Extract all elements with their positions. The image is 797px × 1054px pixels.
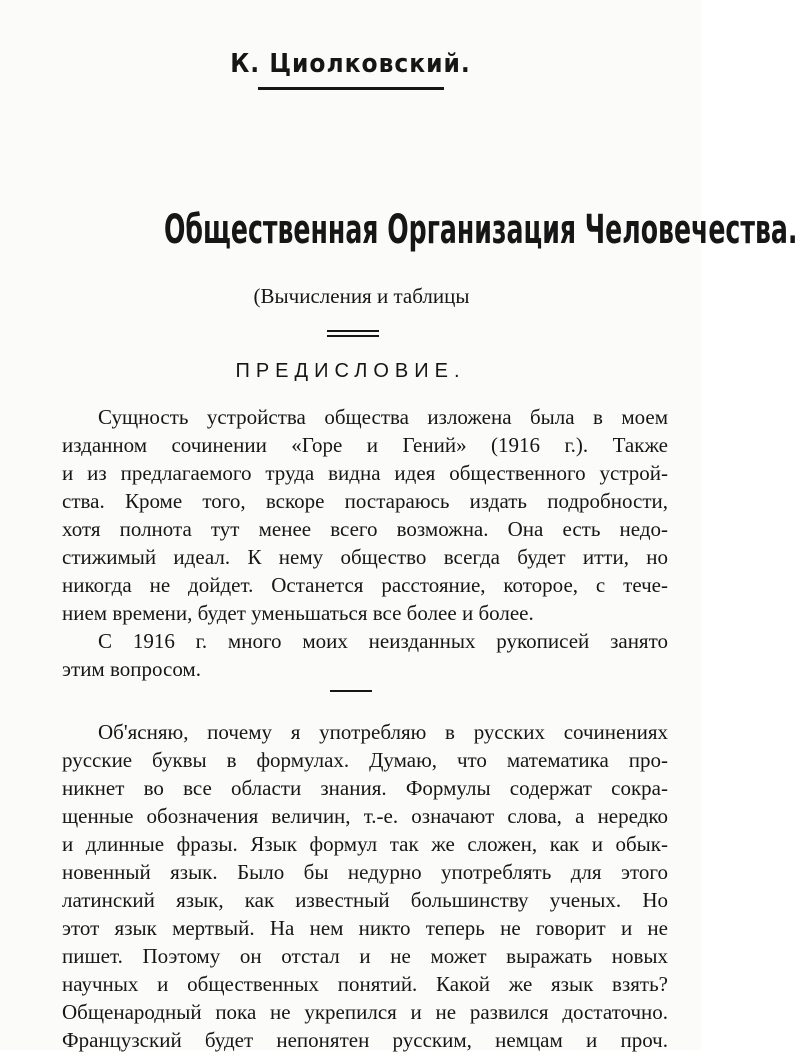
text-line: Об'ясняю, почему я употребляю в русских сочинениях xyxy=(98,720,668,744)
title-divider-bottom xyxy=(327,335,379,337)
text-line: научных и общественных понятий. Какой же язык взять? xyxy=(62,972,668,996)
title-divider-top xyxy=(327,330,379,332)
text-line: Французский будет непонятен русским, немцам и проч. xyxy=(62,1028,668,1052)
text-line: этим вопросом. xyxy=(62,657,201,681)
text-line: этот язык мертвый. На нем никто теперь не говорит и не xyxy=(62,916,668,940)
text-line: С 1916 г. много моих неизданных рукописей занято xyxy=(98,629,668,653)
section-divider xyxy=(330,690,372,692)
text-line: нием времени, будет уменьшаться все более и более. xyxy=(62,601,534,625)
text-line: никнет во все области знания. Формулы содержат сокра- xyxy=(62,776,668,800)
text-line: стижимый идеал. К нему общество всегда будет итти, но xyxy=(62,545,668,569)
text-line: хотя полнота тут менее всего возможна. Она есть недо- xyxy=(62,517,668,541)
text-line: щенные обозначения величин, т.-е. означают слова, а нередко xyxy=(62,804,668,828)
text-line: латинский язык, как известный большинству ученых. Но xyxy=(62,888,668,912)
text-line: изданном сочинении «Горе и Гений» (1916 г.). Также xyxy=(62,433,668,457)
text-line: Сущность устройства общества изложена была в моем xyxy=(98,405,668,429)
text-line: русские буквы в формулах. Думаю, что математика про- xyxy=(62,748,668,772)
page-subtitle: (Вычисления и таблицы xyxy=(253,284,470,308)
text-line: и длинные фразы. Язык формул так же сложен, как и обык- xyxy=(62,832,668,856)
section-heading: ПРЕДИСЛОВИЕ. xyxy=(235,360,466,382)
text-line: новенный язык. Было бы недурно употреблять для этого xyxy=(62,860,668,884)
text-line: и из предлагаемого труда видна идея общественного устрой- xyxy=(62,461,668,485)
page-title: Общественная Организация Человечества. xyxy=(164,207,797,253)
text-line: пишет. Поэтому он отстал и не может выражать новых xyxy=(62,944,668,968)
text-line: никогда не дойдет. Останется расстояние, которое, с тече- xyxy=(62,573,668,597)
author-name: К. Циолковский. xyxy=(230,49,471,79)
author-underline xyxy=(258,87,444,90)
text-line: Общенародный пока не укрепился и не развился достаточно. xyxy=(62,1000,668,1024)
text-line: ства. Кроме того, вскоре постараюсь издать подробности, xyxy=(62,489,668,513)
